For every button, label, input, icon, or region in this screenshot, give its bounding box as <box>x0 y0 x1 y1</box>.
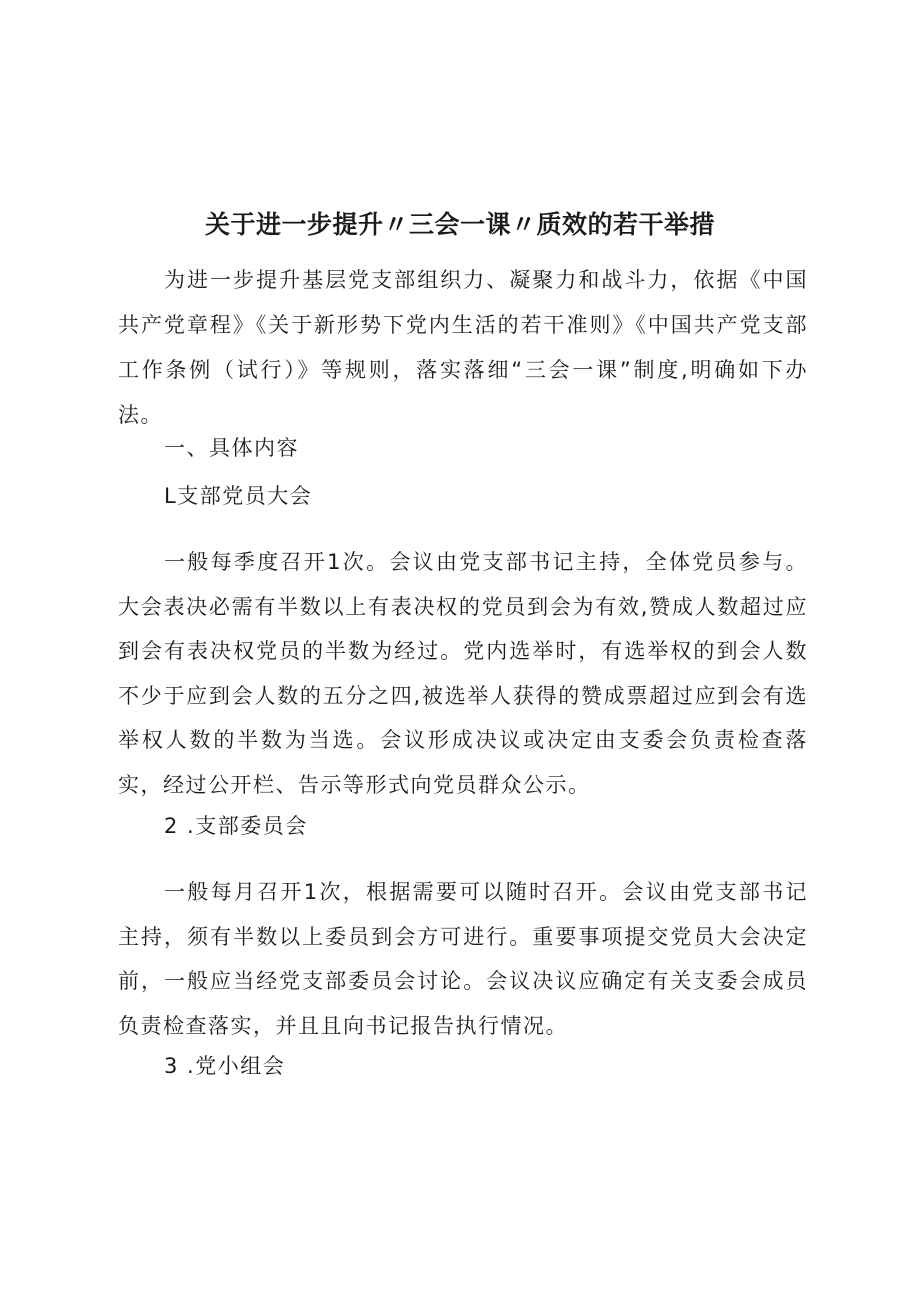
subsection-heading-branch-committee: 2 .支部委员会 <box>164 814 308 838</box>
party-member-assembly-paragraph: 一般每季度召开1次。会议由党支部书记主持，全体党员参与。大会表决必需有半数以上有表决权的党员到会为有效,赞成人数超过应到会有表决权党员的半数为经过。党内选举时，有选举权的到会人数不少于应到会人数的五分之四,被选举人获得的赞成票超过应到会有选举权人数的半数为当选。会议形成决议或决定由支委会负责检查落实，经过公开栏、告示等形式向党员群众公示。 <box>118 550 808 797</box>
intro-paragraph: 为进一步提升基层党支部组织力、凝聚力和战斗力，依据《中国共产党章程》《关于新形势下党内生活的若干准则》《中国共产党支部工作条例（试行）》等规则，落实落细“三会一课”制度,明确如下办法。 <box>118 268 808 427</box>
subsection-heading-party-group-meeting: 3 .党小组会 <box>164 1054 286 1078</box>
branch-committee-paragraph: 一般每月召开1次，根据需要可以随时召开。会议由党支部书记主持，须有半数以上委员到会方可进行。重要事项提交党员大会决定前，一般应当经党支部委员会讨论。会议决议应确定有关支委会成员负责检查落实，并且且向书记报告执行情况。 <box>118 880 808 1038</box>
document-title: 关于进一步提升〃三会一课〃质效的若干举措 <box>204 209 715 239</box>
subsection-heading-party-member-assembly: L支部党员大会 <box>164 484 313 508</box>
section-heading-specific-content: 一、具体内容 <box>164 436 299 460</box>
